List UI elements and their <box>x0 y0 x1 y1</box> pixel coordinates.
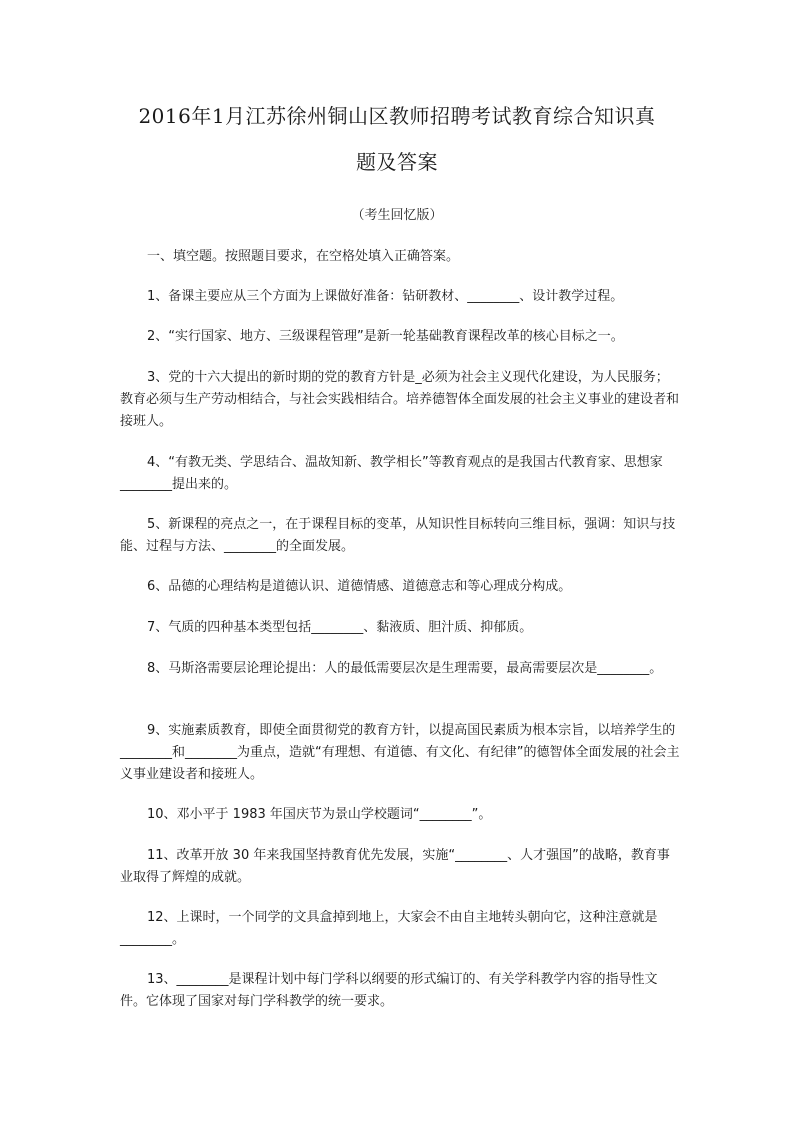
question-8: 8、马斯洛需要层论理论提出：人的最低需要层次是生理需要，最高需要层次是________。 <box>147 661 663 676</box>
question-1: 1、备课主要应从三个方面为上课做好准备：钻研教材、________、设计教学过程。 <box>147 289 624 304</box>
question-2: 2、“实行国家、地方、三级课程管理”是新一轮基础教育课程改革的核心目标之一。 <box>147 329 624 344</box>
question-10: 10、邓小平于 1983 年国庆节为景山学校题词“________”。 <box>147 807 492 822</box>
document-title-line-2: 题及答案 <box>356 150 438 174</box>
question-6: 6、品德的心理结构是道德认识、道德情感、道德意志和等心理成分构成。 <box>147 579 572 594</box>
question-5: 5、新课程的亮点之一，在于课程目标的变革，从知识性目标转向三维目标，强调：知识与技能、过程与方法、________的全面发展。 <box>120 517 676 554</box>
question-13: 13、________是课程计划中每门学科以纲要的形式编订的、有关学科教学内容的指导性文件。它体现了国家对每门学科教学的统一要求。 <box>120 972 658 1009</box>
question-11: 11、改革开放 30 年来我国坚持教育优先发展，实施“________、人才强国”的战略，教育事业取得了辉煌的成就。 <box>120 848 670 885</box>
question-7: 7、气质的四种基本类型包括________、黏液质、胆汁质、抑郁质。 <box>147 620 533 635</box>
question-9: 9、实施素质教育，即使全面贯彻党的教育方针，以提高国民素质为根本宗旨，以培养学生的________和________为重点，造就“有理想、有道德、有文化、有纪律”的德智体全面发展的社会主义事业建设者和接班人。 <box>120 723 680 782</box>
question-3: 3、党的十六大提出的新时期的党的教育方针是_必须为社会主义现代化建设，为人民服务；教育必须与生产劳动相结合，与社会实践相结合。培养德智体全面发展的社会主义事业的建设者和接班人。 <box>120 370 680 429</box>
document-subtitle: （考生回忆版） <box>351 208 443 223</box>
question-12: 12、上课时，一个同学的文具盒掉到地上，大家会不由自主地转头朝向它，这种注意就是________。 <box>120 910 658 947</box>
section-intro: 一、填空题。按照题目要求，在空格处填入正确答案。 <box>147 249 460 264</box>
document-title-line-1: 2016年1月江苏徐州铜山区教师招聘考试教育综合知识真 <box>138 104 656 128</box>
question-4: 4、“有教无类、学思结合、温故知新、教学相长”等教育观点的是我国古代教育家、思想家________提出来的。 <box>120 455 663 492</box>
